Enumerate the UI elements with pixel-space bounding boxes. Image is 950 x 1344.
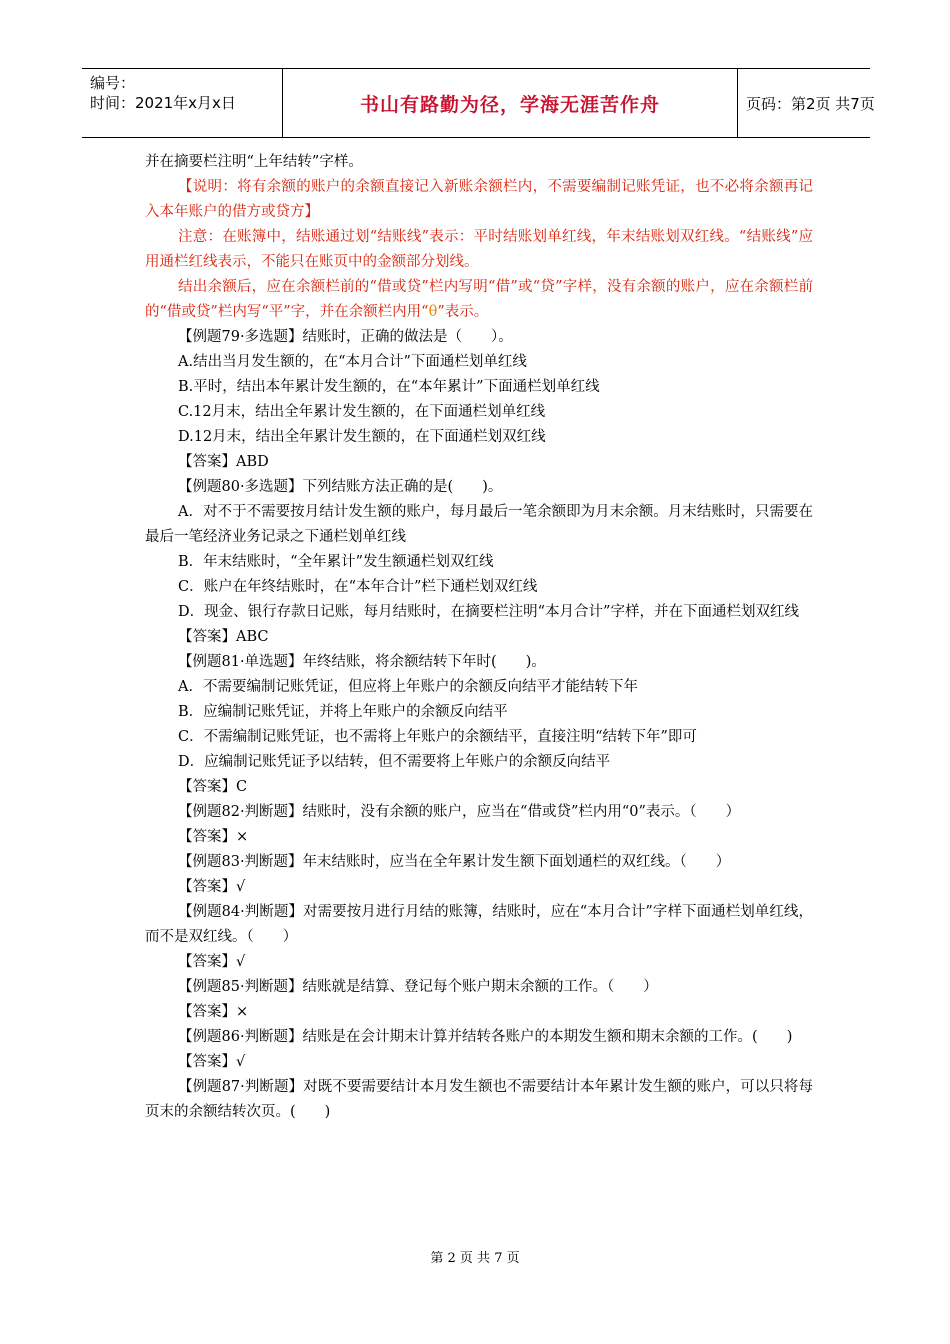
question-87: 【例题87·判断题】对既不要需要结计本月发生额也不需要结计本年累计发生额的账户，可以只将每页末的余额结转次页。( ) [145,1079,813,1120]
answer-83: 【答案】√ [178,879,246,895]
header-motto-cell [282,69,738,137]
theta-symbol: θ [428,304,438,320]
option-81-a: A．不需要编制记账凭证，但应将上年账户的余额反向结平才能结转下年 [178,679,638,695]
option-79-a: A.结出当月发生额的，在“本月合计”下面通栏划单红线 [178,354,527,370]
question-84: 【例题84·判断题】对需要按月进行月结的账簿，结账时，应在“本月合计”字样下面通栏划单红线，而不是双红线。（ ） [145,904,813,945]
page-footer [0,1247,950,1266]
option-80-b: B．年末结账时，“全年累计”发生额通栏划双红线 [178,554,494,570]
footer-page-number: 第 2 页 共 7 页 [430,1251,520,1266]
note-explanation: 【说明：将有余额的账户的余额直接记入新账余额栏内，不需要编制记账凭证，也不必将余额再记入本年账户的借方或贷方】 [145,179,813,220]
question-81: 【例题81·单选题】年终结账，将余额结转下年时( )。 [178,654,546,670]
answer-81: 【答案】C [178,779,248,795]
question-80: 【例题80·多选题】下列结账方法正确的是( )。 [178,479,503,495]
question-85: 【例题85·判断题】结账就是结算、登记每个账户期末余额的工作。（ ） [178,979,658,995]
answer-80: 【答案】ABC [178,629,269,645]
doc-code-label: 编号： [90,74,136,92]
option-81-d: D．应编制记账凭证予以结转，但不需要将上年账户的余额反向结平 [178,754,611,770]
answer-86: 【答案】√ [178,1054,246,1070]
balance-text-part2: ”表示。 [437,304,489,320]
question-82: 【例题82·判断题】结账时，没有余额的账户，应当在“借或贷”栏内用“0”表示。（ ） [178,804,741,820]
option-80-d: D．现金、银行存款日记账，每月结账时，在摘要栏注明“本月合计”字样，并在下面通栏划双红线 [178,604,799,620]
answer-82: 【答案】× [178,829,249,845]
balance-text-part1: 结出余额后，应在余额栏前的“借或贷”栏内写明“借”或“贷”字样，没有余额的账户，应在余额栏前的“借或贷”栏内写“平”字，并在余额栏内用“ [145,279,813,320]
attention-label-text: 注意：在账簿中，结账通过划“结账线”表示： [178,229,474,245]
question-83: 【例题83·判断题】年末结账时，应当在全年累计发生额下面划通栏的双红线。（ ） [178,854,731,870]
note-balance [145,275,813,325]
option-79-c: C.12月末，结出全年累计发生额的，在下面通栏划单红线 [178,404,546,420]
header-motto: 书山有路勤为径，学海无涯苦作舟 [359,93,660,116]
answer-85: 【答案】× [178,1004,249,1020]
note-attention [145,225,813,275]
answer-79: 【答案】ABD [178,454,269,470]
doc-time-label: 时间：2021年x月x日 [90,94,236,112]
option-79-b: B.平时，结出本年累计发生额的，在“本年累计”下面通栏划单红线 [178,379,600,395]
header-meta [82,69,282,137]
question-86: 【例题86·判断题】结账是在会计期末计算并结转各账户的本期发生额和期末余额的工作。( ) [178,1029,793,1045]
option-80-c: C．账户在年终结账时，在“本年合计”栏下通栏划双红线 [178,579,538,595]
page-header [82,68,875,138]
option-79-d: D.12月末，结出全年累计发生额的，在下面通栏划双红线 [178,429,546,445]
header-page-info: 页码：第2页 共7页 [746,94,875,113]
attention-detail-text: 平时结账划单红线，年末结账划双红线。“结账线”应用通栏红线表示，不能只在账页中的金额部分划线。 [145,229,813,270]
option-80-a: A．对不于不需要按月结计发生额的账户，每月最后一笔余额即为月末余额。月末结账时，只需要在最后一笔经济业务记录之下通栏划单红线 [145,504,813,545]
paragraph: 并在摘要栏注明“上年结转”字样。 [145,154,363,170]
header-page-cell [738,69,878,137]
document-body [145,150,813,1125]
question-79: 【例题79·多选题】结账时，正确的做法是（ ）。 [178,329,513,345]
answer-84: 【答案】√ [178,954,246,970]
option-81-b: B．应编制记账凭证，并将上年账户的余额反向结平 [178,704,508,720]
option-81-c: C．不需编制记账凭证，也不需将上年账户的余额结平，直接注明“结转下年”即可 [178,729,697,745]
